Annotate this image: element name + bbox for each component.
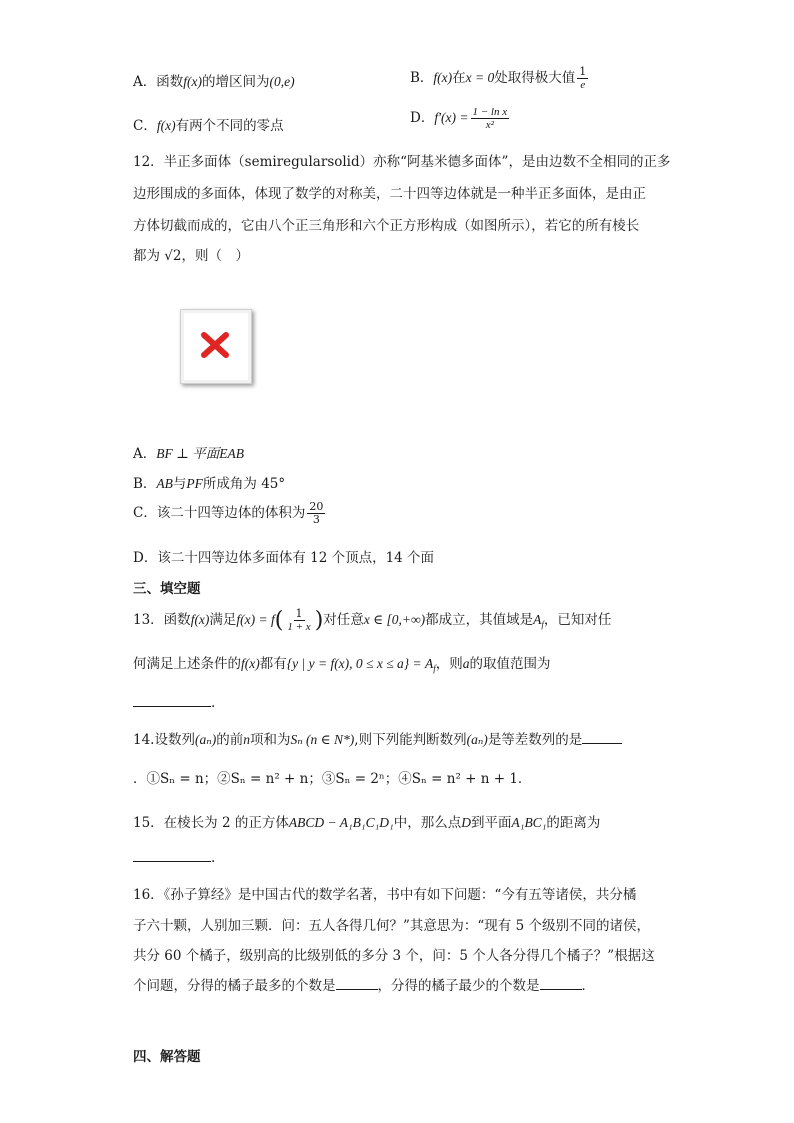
q13-text: 满足 bbox=[209, 612, 237, 628]
q15-text: 中，那么点 bbox=[393, 815, 462, 831]
q15-line-1 bbox=[133, 811, 600, 831]
q15-text: 的距离为 bbox=[546, 815, 601, 831]
option-text: C．该二十四等边体的体积为 bbox=[133, 505, 306, 521]
q14-text: 14.设数列 bbox=[133, 732, 195, 748]
answer-blank-most[interactable] bbox=[336, 975, 378, 990]
q12-option-a bbox=[133, 442, 244, 462]
q16-text: 个问题，分得的橘子最多的个数是 bbox=[133, 978, 336, 994]
q11-option-b bbox=[410, 66, 590, 91]
q11-option-a bbox=[133, 70, 295, 90]
math-text: EAB bbox=[219, 446, 244, 461]
math-cond: x = 0 bbox=[465, 70, 495, 85]
math-eq: f(x) = f bbox=[236, 612, 275, 627]
q16-text: ． bbox=[581, 978, 595, 994]
option-text: 所成角为 45° bbox=[202, 476, 286, 492]
q12-option-b bbox=[133, 472, 285, 492]
q11-option-c bbox=[133, 114, 284, 134]
q14-line-2: ．①Sₙ = n；②Sₙ = n² + n；③Sₙ = 2ⁿ；④Sₙ = n² + n + 1． bbox=[133, 771, 532, 787]
q16-text: ，分得的橘子最少的个数是 bbox=[377, 978, 540, 994]
q13-text: 对任意 bbox=[323, 612, 364, 628]
q16-line-1: 16．《孙子算经》是中国古代的数学名著，书中有如下问题：“今有五等诸侯，共分橘 bbox=[133, 887, 637, 903]
fraction-numerator: 1 bbox=[579, 65, 587, 78]
q16-line-4 bbox=[133, 974, 595, 994]
math-fx: f(x) bbox=[241, 656, 260, 671]
fraction-denominator: x² bbox=[485, 119, 494, 131]
option-label: A． bbox=[133, 446, 157, 462]
q14-text: 项和为 bbox=[249, 732, 291, 748]
q12-line-2: 边形围成的多面体，体现了数学的对称美，二十四等边体就是一种半正多面体，是由正 bbox=[133, 186, 646, 202]
option-label: B． bbox=[410, 70, 434, 86]
q15-answer-blank[interactable] bbox=[133, 847, 215, 866]
q13-line-1 bbox=[133, 608, 611, 633]
math-seq: (aₙ) bbox=[466, 732, 488, 747]
q14-text: 是等差数列的是 bbox=[487, 732, 583, 748]
q11-option-d bbox=[410, 106, 511, 131]
option-text: 与 bbox=[172, 476, 187, 492]
fraction bbox=[307, 501, 325, 526]
math-interval: (0,e) bbox=[269, 74, 295, 89]
math-point: D bbox=[461, 815, 471, 830]
answer-blank-least[interactable] bbox=[540, 975, 582, 990]
q15-text: 到平面 bbox=[471, 815, 512, 831]
math-plane: A₁BC₁ bbox=[511, 815, 547, 830]
q12-option-c bbox=[133, 501, 327, 526]
math-fx: f(x) bbox=[183, 74, 202, 89]
answer-blank[interactable] bbox=[133, 847, 211, 862]
q13-text: 都有 bbox=[259, 656, 287, 672]
q12-line-1: 12．半正多面体（semiregularsolid）亦称“阿基米德多面体”，是由边数不全相同的正多 bbox=[133, 154, 671, 170]
math-cube: ABCD − A₁B₁C₁D₁ bbox=[288, 815, 394, 830]
paren-right: ) bbox=[314, 608, 324, 633]
math-seq: (aₙ) bbox=[194, 732, 217, 747]
fraction bbox=[285, 608, 312, 633]
fraction-denominator: 3 bbox=[312, 513, 320, 526]
q14-text: 的前 bbox=[216, 732, 244, 748]
math-fx: f(x) bbox=[156, 118, 176, 133]
answer-blank[interactable] bbox=[133, 692, 211, 707]
fraction-numerator: 1 − ln x bbox=[472, 106, 508, 118]
option-text: 的增区间为 bbox=[201, 74, 270, 90]
math-fx: f(x) bbox=[190, 612, 210, 627]
option-label: C． bbox=[133, 118, 157, 134]
fraction bbox=[471, 106, 510, 131]
paren-left: ( bbox=[274, 608, 284, 633]
q13-answer-blank[interactable] bbox=[133, 692, 215, 711]
section-heading-fill-in: 三、填空题 bbox=[133, 581, 201, 597]
broken-image-icon bbox=[180, 309, 252, 384]
math-fx: f(x) bbox=[433, 70, 453, 85]
math-derivative: f′(x) = bbox=[434, 110, 469, 125]
q15-text: 15．在棱长为 2 的正方体 bbox=[133, 815, 289, 831]
q12-line-3: 方体切截而成的，它由八个正三角形和六个正方形构成（如图所示），若它的所有棱长 bbox=[133, 218, 640, 234]
math-set: A bbox=[533, 612, 542, 627]
option-text: 有两个不同的零点 bbox=[175, 118, 284, 134]
math-set: {y | y = f(x), 0 ≤ x ≤ a} = A bbox=[286, 656, 434, 671]
q13-text: 何满足上述条件的 bbox=[133, 656, 241, 672]
option-label: D． bbox=[410, 110, 435, 126]
fraction-denominator: 1 + x bbox=[287, 621, 311, 633]
math-text: BF ⊥ 平面 bbox=[156, 446, 220, 461]
q13-text: 都成立，其值域是 bbox=[425, 612, 534, 628]
q16-line-3: 共分 60 个橘子，级别高的比级别低的多分 3 个，问：5 个人各分得几个橘子？”根据这 bbox=[133, 948, 655, 964]
math-var: a bbox=[462, 656, 470, 671]
section-heading-solutions: 四、解答题 bbox=[133, 1049, 201, 1065]
option-text: 处取得极大值 bbox=[494, 70, 576, 86]
q13-text: ，已知对任 bbox=[543, 612, 612, 628]
answer-blank[interactable] bbox=[582, 729, 622, 744]
q16-line-2: 子六十颗，人别加三颗．问：五人各得几何？”其意思为：“现有 5 个级别不同的诸侯， bbox=[133, 918, 650, 934]
fraction bbox=[577, 66, 588, 91]
math-text: PF bbox=[186, 476, 203, 491]
fraction-denominator: e bbox=[580, 79, 586, 91]
math-domain: x ∈ [0,+∞) bbox=[363, 612, 426, 627]
red-x-icon bbox=[199, 328, 233, 362]
option-label: B． bbox=[133, 476, 157, 492]
math-text: AB bbox=[156, 476, 173, 491]
q13-text: 的取值范围为 bbox=[469, 656, 551, 672]
subscript-f: f bbox=[541, 619, 544, 630]
fraction-numerator: 1 bbox=[295, 607, 303, 620]
q12-line-4: 都为 √2，则（ ） bbox=[133, 248, 249, 264]
q13-end: . bbox=[211, 695, 216, 711]
q12-option-d: D．该二十四等边体多面体有 12 个顶点，14 个面 bbox=[133, 550, 435, 566]
q13-line-2 bbox=[133, 652, 551, 674]
math-var: n bbox=[243, 732, 250, 747]
q13-text: ，则 bbox=[435, 656, 463, 672]
subscript-f: f bbox=[433, 663, 436, 674]
q13-text: 13．函数 bbox=[133, 612, 191, 628]
q14-text: ,则下列能判断数列 bbox=[354, 732, 467, 748]
fraction-numerator: 20 bbox=[309, 500, 324, 513]
option-text: 在 bbox=[452, 70, 466, 86]
math-sum: Sₙ (n ∈ N*) bbox=[290, 732, 355, 747]
q15-end: . bbox=[211, 850, 216, 866]
q14-line-1 bbox=[133, 728, 622, 748]
option-label: A．函数 bbox=[133, 74, 184, 90]
